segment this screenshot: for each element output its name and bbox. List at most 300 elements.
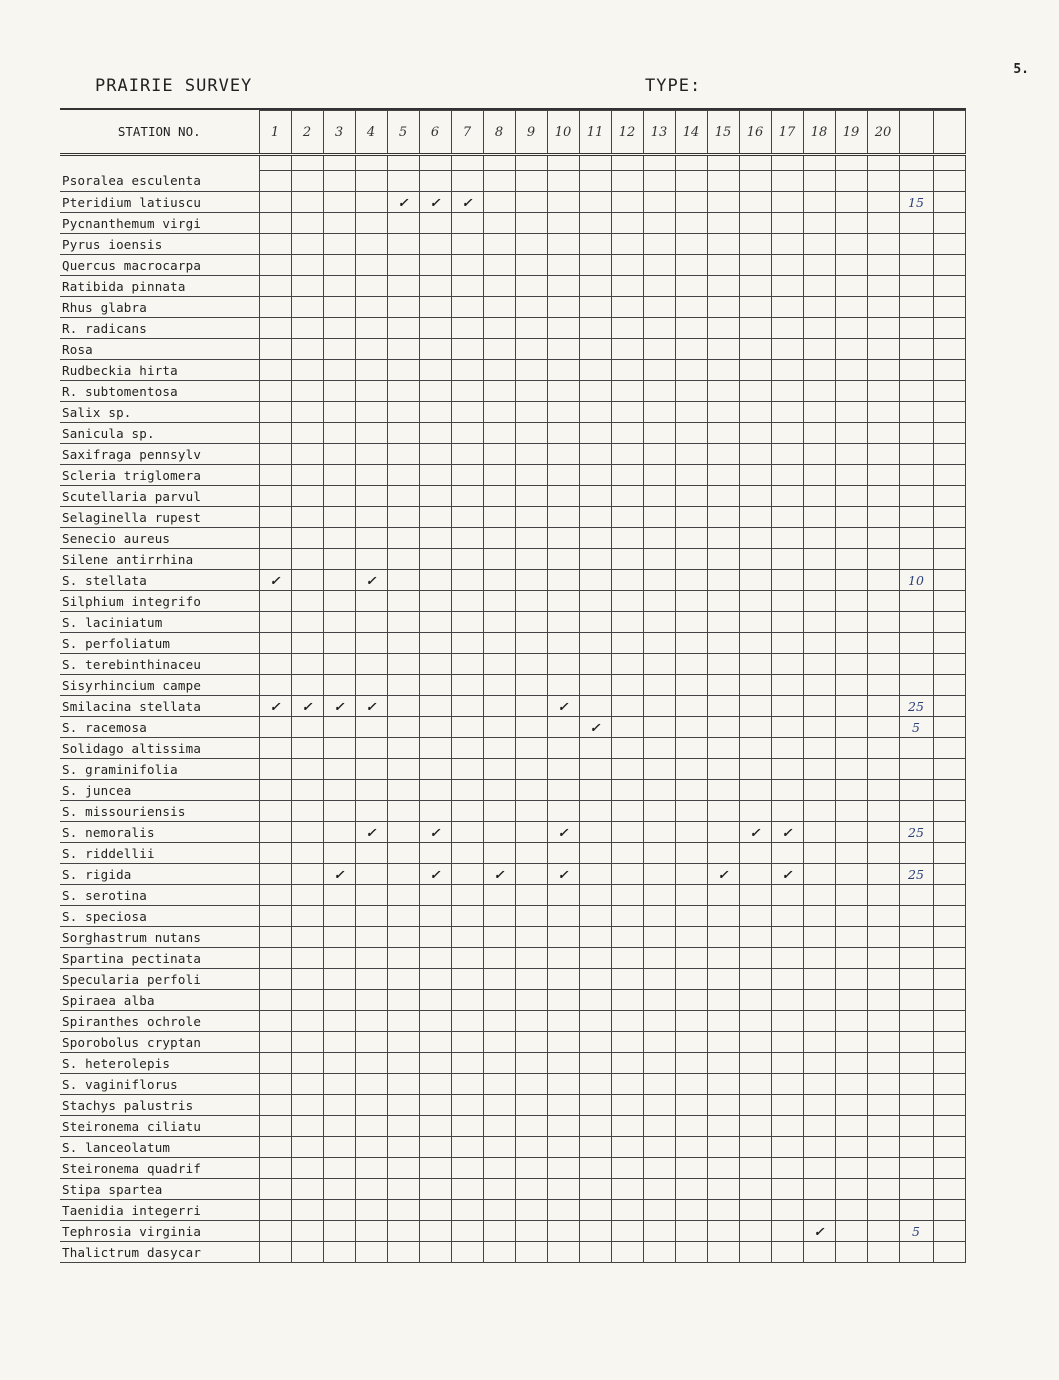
station-cell <box>707 1221 739 1242</box>
station-cell <box>419 990 451 1011</box>
station-cell <box>771 465 803 486</box>
species-row <box>60 780 965 801</box>
station-cell <box>675 1221 707 1242</box>
station-cell <box>547 990 579 1011</box>
station-cell <box>739 402 771 423</box>
station-cell <box>739 465 771 486</box>
station-cell <box>323 738 355 759</box>
station-cell <box>835 528 867 549</box>
station-cell <box>579 1158 611 1179</box>
station-cell <box>355 192 387 213</box>
blank-cell <box>933 906 965 927</box>
station-cell <box>707 423 739 444</box>
station-cell <box>547 402 579 423</box>
station-cell <box>867 948 899 969</box>
station-cell <box>547 1242 579 1263</box>
station-cell <box>707 591 739 612</box>
station-cell <box>483 1137 515 1158</box>
station-cell <box>771 1242 803 1263</box>
station-cell <box>387 864 419 885</box>
station-cell <box>835 486 867 507</box>
station-cell <box>515 486 547 507</box>
blank-cell <box>933 1116 965 1137</box>
station-cell <box>323 906 355 927</box>
station-cell <box>419 843 451 864</box>
station-cell <box>387 570 419 591</box>
station-cell <box>547 1137 579 1158</box>
station-cell <box>867 318 899 339</box>
station-cell <box>867 717 899 738</box>
total-cell: 5 <box>899 1221 933 1242</box>
station-cell <box>867 402 899 423</box>
station-cell <box>803 1074 835 1095</box>
station-cell <box>483 612 515 633</box>
station-cell <box>515 738 547 759</box>
station-cell <box>643 1074 675 1095</box>
station-cell <box>323 1011 355 1032</box>
station-cell <box>835 171 867 192</box>
station-cell <box>451 213 483 234</box>
station-cell <box>835 990 867 1011</box>
station-cell <box>675 1053 707 1074</box>
total-cell <box>899 255 933 276</box>
station-cell <box>835 948 867 969</box>
station-cell <box>643 570 675 591</box>
station-cell <box>259 927 291 948</box>
station-cell <box>803 1095 835 1116</box>
station-column-header: 16 <box>739 111 771 155</box>
station-cell <box>259 1242 291 1263</box>
station-cell <box>259 171 291 192</box>
station-cell <box>739 969 771 990</box>
station-cell <box>483 1053 515 1074</box>
total-cell <box>899 402 933 423</box>
station-cell <box>771 423 803 444</box>
station-cell <box>867 255 899 276</box>
station-cell <box>355 402 387 423</box>
station-cell <box>739 738 771 759</box>
station-cell <box>259 1221 291 1242</box>
station-cell <box>771 1200 803 1221</box>
station-cell <box>291 801 323 822</box>
station-cell <box>675 1158 707 1179</box>
station-cell <box>611 1137 643 1158</box>
station-cell <box>675 444 707 465</box>
total-cell <box>899 654 933 675</box>
station-cell <box>643 1032 675 1053</box>
station-cell <box>771 969 803 990</box>
station-cell <box>867 549 899 570</box>
station-cell <box>579 360 611 381</box>
station-cell <box>387 969 419 990</box>
station-cell <box>515 402 547 423</box>
station-cell <box>675 780 707 801</box>
station-cell <box>259 1011 291 1032</box>
station-cell <box>803 864 835 885</box>
species-row <box>60 318 965 339</box>
station-cell <box>515 570 547 591</box>
species-name: Spiranthes ochrole <box>60 1011 259 1032</box>
station-cell <box>739 1221 771 1242</box>
station-cell <box>707 780 739 801</box>
station-cell <box>803 843 835 864</box>
station-cell <box>323 213 355 234</box>
station-cell <box>451 465 483 486</box>
station-cell <box>579 738 611 759</box>
species-name: Rudbeckia hirta <box>60 360 259 381</box>
species-name: Rhus glabra <box>60 297 259 318</box>
station-cell <box>547 591 579 612</box>
station-cell <box>867 654 899 675</box>
species-name: S. vaginiflorus <box>60 1074 259 1095</box>
station-cell <box>707 906 739 927</box>
blank-cell <box>933 1032 965 1053</box>
station-cell <box>611 633 643 654</box>
station-cell <box>419 927 451 948</box>
species-name: Stipa spartea <box>60 1179 259 1200</box>
check-mark: ✓ <box>387 192 419 213</box>
station-cell <box>323 234 355 255</box>
station-cell <box>547 1200 579 1221</box>
station-cell <box>707 318 739 339</box>
total-cell <box>899 969 933 990</box>
station-cell <box>451 633 483 654</box>
station-cell <box>387 423 419 444</box>
station-cell <box>355 843 387 864</box>
station-cell <box>547 1095 579 1116</box>
station-cell <box>611 360 643 381</box>
station-cell <box>451 1200 483 1221</box>
total-cell <box>899 675 933 696</box>
station-cell <box>579 255 611 276</box>
station-cell <box>547 444 579 465</box>
station-cell <box>579 1242 611 1263</box>
station-cell <box>867 234 899 255</box>
station-cell <box>675 990 707 1011</box>
station-cell <box>323 423 355 444</box>
station-cell <box>675 675 707 696</box>
station-cell <box>419 360 451 381</box>
station-cell <box>291 213 323 234</box>
station-cell <box>643 864 675 885</box>
station-cell <box>771 1053 803 1074</box>
station-cell <box>547 276 579 297</box>
station-cell <box>803 507 835 528</box>
species-row <box>60 654 965 675</box>
station-cell <box>675 360 707 381</box>
station-cell <box>387 990 419 1011</box>
station-cell <box>675 1011 707 1032</box>
station-cell <box>771 1179 803 1200</box>
station-cell <box>707 1053 739 1074</box>
station-cell <box>803 1158 835 1179</box>
station-column-header: 3 <box>323 111 355 155</box>
station-cell <box>803 486 835 507</box>
station-cell <box>867 1221 899 1242</box>
station-cell <box>803 381 835 402</box>
station-cell <box>483 885 515 906</box>
station-cell <box>451 423 483 444</box>
station-cell <box>515 381 547 402</box>
species-name: Scutellaria parvul <box>60 486 259 507</box>
species-row <box>60 465 965 486</box>
station-cell <box>483 927 515 948</box>
station-cell <box>835 1221 867 1242</box>
station-cell <box>835 843 867 864</box>
station-cell <box>483 717 515 738</box>
station-cell <box>739 507 771 528</box>
station-cell <box>387 297 419 318</box>
station-cell <box>419 339 451 360</box>
station-cell <box>739 633 771 654</box>
species-row <box>60 1137 965 1158</box>
station-cell <box>739 423 771 444</box>
blank-cell <box>933 549 965 570</box>
station-cell <box>611 591 643 612</box>
station-cell <box>355 465 387 486</box>
check-mark: ✓ <box>803 1221 835 1242</box>
station-cell <box>387 528 419 549</box>
station-cell <box>387 927 419 948</box>
station-cell <box>579 465 611 486</box>
station-cell <box>419 423 451 444</box>
station-cell <box>355 1032 387 1053</box>
station-cell <box>323 1179 355 1200</box>
species-row <box>60 696 965 717</box>
station-cell <box>707 507 739 528</box>
station-cell <box>291 759 323 780</box>
station-cell <box>259 528 291 549</box>
station-cell <box>483 843 515 864</box>
station-cell <box>675 759 707 780</box>
station-cell <box>611 696 643 717</box>
blank-cell <box>933 801 965 822</box>
station-cell <box>355 381 387 402</box>
station-cell <box>387 549 419 570</box>
station-cell <box>835 822 867 843</box>
total-cell <box>899 549 933 570</box>
station-cell <box>675 465 707 486</box>
station-cell <box>739 1200 771 1221</box>
station-cell <box>419 570 451 591</box>
species-name: Taenidia integerri <box>60 1200 259 1221</box>
station-cell <box>323 1095 355 1116</box>
total-cell <box>899 507 933 528</box>
station-cell <box>419 1242 451 1263</box>
station-cell <box>675 570 707 591</box>
station-cell <box>323 1200 355 1221</box>
station-cell <box>611 276 643 297</box>
station-cell <box>867 1095 899 1116</box>
station-cell <box>835 780 867 801</box>
station-header: STATION NO. <box>60 111 259 155</box>
station-cell <box>259 948 291 969</box>
station-cell <box>835 465 867 486</box>
station-cell <box>611 801 643 822</box>
station-cell <box>291 1074 323 1095</box>
station-cell <box>611 213 643 234</box>
station-cell <box>515 255 547 276</box>
station-cell <box>259 360 291 381</box>
station-cell <box>771 1221 803 1242</box>
blank-cell <box>933 213 965 234</box>
station-cell <box>419 591 451 612</box>
species-name: Silene antirrhina <box>60 549 259 570</box>
station-cell <box>355 990 387 1011</box>
station-cell <box>643 423 675 444</box>
station-cell <box>803 906 835 927</box>
station-cell <box>291 717 323 738</box>
species-name: S. perfoliatum <box>60 633 259 654</box>
station-cell <box>803 969 835 990</box>
station-cell <box>835 1011 867 1032</box>
station-cell <box>611 549 643 570</box>
total-cell: 25 <box>899 864 933 885</box>
check-mark: ✓ <box>355 822 387 843</box>
station-cell <box>803 948 835 969</box>
station-cell <box>547 780 579 801</box>
species-name: Sanicula sp. <box>60 423 259 444</box>
total-cell <box>899 948 933 969</box>
blank-cell <box>933 633 965 654</box>
station-cell <box>451 990 483 1011</box>
station-cell <box>803 549 835 570</box>
station-cell <box>835 1179 867 1200</box>
species-row <box>60 255 965 276</box>
station-cell <box>323 1221 355 1242</box>
station-cell <box>707 969 739 990</box>
station-cell <box>739 675 771 696</box>
station-cell <box>387 255 419 276</box>
station-cell <box>739 570 771 591</box>
station-cell <box>579 1137 611 1158</box>
blank-cell <box>933 276 965 297</box>
station-cell <box>451 822 483 843</box>
station-cell <box>579 213 611 234</box>
station-cell <box>323 1242 355 1263</box>
station-cell <box>515 297 547 318</box>
station-cell <box>611 654 643 675</box>
station-cell <box>707 549 739 570</box>
station-cell <box>675 297 707 318</box>
station-cell <box>419 1221 451 1242</box>
species-name: Steironema quadrif <box>60 1158 259 1179</box>
station-cell <box>579 1221 611 1242</box>
species-name: Pyrus ioensis <box>60 234 259 255</box>
station-cell <box>835 1158 867 1179</box>
station-cell <box>739 1032 771 1053</box>
station-cell <box>515 696 547 717</box>
station-cell <box>803 255 835 276</box>
blank-cell <box>933 843 965 864</box>
station-cell <box>355 234 387 255</box>
station-cell <box>643 927 675 948</box>
station-cell <box>835 360 867 381</box>
station-cell <box>323 822 355 843</box>
station-cell <box>515 444 547 465</box>
station-cell <box>771 759 803 780</box>
station-cell <box>291 612 323 633</box>
station-cell <box>675 822 707 843</box>
station-cell <box>739 1179 771 1200</box>
station-cell <box>643 885 675 906</box>
station-column-header: 5 <box>387 111 419 155</box>
station-cell <box>675 801 707 822</box>
station-cell <box>675 717 707 738</box>
station-cell <box>291 276 323 297</box>
station-cell <box>355 738 387 759</box>
station-cell <box>515 843 547 864</box>
station-cell <box>259 423 291 444</box>
station-cell <box>355 717 387 738</box>
station-cell <box>867 675 899 696</box>
station-cell <box>675 339 707 360</box>
species-name: S. laciniatum <box>60 612 259 633</box>
station-cell <box>515 1200 547 1221</box>
station-cell <box>579 759 611 780</box>
species-row <box>60 1242 965 1263</box>
station-cell <box>387 402 419 423</box>
station-cell <box>803 276 835 297</box>
check-mark: ✓ <box>739 822 771 843</box>
station-cell <box>323 990 355 1011</box>
station-cell <box>707 465 739 486</box>
total-cell <box>899 927 933 948</box>
station-cell <box>483 234 515 255</box>
station-cell <box>579 171 611 192</box>
station-cell <box>707 1179 739 1200</box>
station-cell <box>259 444 291 465</box>
species-row <box>60 675 965 696</box>
station-cell <box>451 738 483 759</box>
check-mark: ✓ <box>323 696 355 717</box>
station-cell <box>547 1116 579 1137</box>
station-cell <box>451 339 483 360</box>
blank-cell <box>933 507 965 528</box>
station-cell <box>515 318 547 339</box>
station-cell <box>291 675 323 696</box>
station-cell <box>675 843 707 864</box>
total-cell <box>899 906 933 927</box>
total-cell <box>899 1011 933 1032</box>
station-cell <box>579 780 611 801</box>
station-cell <box>579 990 611 1011</box>
station-cell <box>419 759 451 780</box>
total-cell <box>899 633 933 654</box>
station-cell <box>579 612 611 633</box>
station-cell <box>643 234 675 255</box>
station-cell <box>515 759 547 780</box>
station-cell <box>291 780 323 801</box>
station-cell <box>643 1011 675 1032</box>
station-cell <box>707 612 739 633</box>
station-cell <box>803 444 835 465</box>
station-cell <box>579 1095 611 1116</box>
station-cell <box>579 1116 611 1137</box>
station-cell <box>547 612 579 633</box>
station-cell <box>419 1032 451 1053</box>
station-cell <box>547 192 579 213</box>
station-cell <box>611 318 643 339</box>
station-cell <box>387 1200 419 1221</box>
station-cell <box>579 885 611 906</box>
station-cell <box>579 591 611 612</box>
station-cell <box>867 1053 899 1074</box>
station-cell <box>355 780 387 801</box>
station-cell <box>387 318 419 339</box>
station-cell <box>835 759 867 780</box>
station-cell <box>867 276 899 297</box>
